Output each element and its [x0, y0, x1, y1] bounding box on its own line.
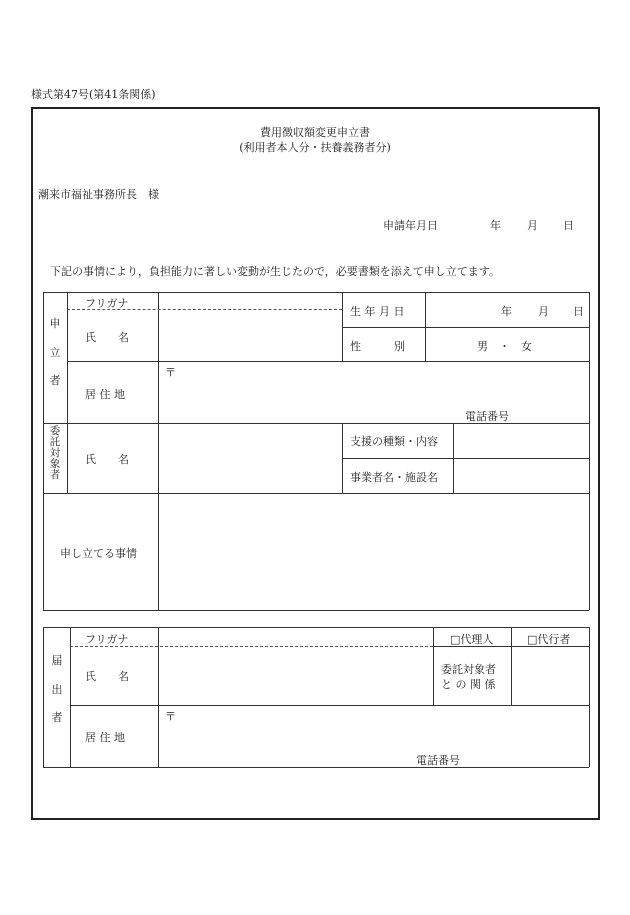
entrusted-section-label: 委 託 対 象 者: [49, 425, 61, 482]
provider-name-label: 事業者名・施設名: [350, 471, 438, 484]
notifier-address-label: 居 住 地: [85, 731, 125, 744]
form-title: 費用徴収額変更申立書: [260, 126, 370, 139]
table1-col-section: [67, 292, 68, 493]
agent-checkbox[interactable]: □代行者: [527, 633, 571, 646]
birth-day-label: 日: [573, 305, 584, 318]
relation-label-1: 委託対象者: [441, 663, 496, 676]
entrusted-name-label: 氏 名: [85, 453, 129, 466]
birth-sex-divider: [342, 327, 589, 328]
notifier-name-field[interactable]: [160, 648, 431, 703]
sex-options[interactable]: 男 ・ 女: [477, 340, 532, 353]
applicant-phone-field[interactable]: [520, 405, 587, 421]
table2-border-top: [43, 627, 589, 628]
form-number: 様式第47号(第41条関係): [31, 88, 156, 101]
reason-label: 申し立てる事情: [60, 547, 137, 560]
date-month-label: 月: [527, 219, 538, 232]
date-day-field[interactable]: [540, 212, 560, 232]
table1-border-left: [43, 292, 44, 610]
addressee: 潮来市福祉事務所長 様: [38, 188, 159, 201]
notifier-section-label: 届 出 者: [51, 654, 63, 725]
notifier-phone-field[interactable]: [470, 749, 587, 765]
notifier-furigana-field[interactable]: [160, 629, 431, 644]
notifier-address-field[interactable]: [178, 707, 587, 747]
table2-col-section: [70, 627, 71, 767]
applicant-name-label: 氏 名: [85, 331, 129, 344]
table2-col-mid-b: [511, 627, 512, 705]
table2-border-bottom: [43, 767, 589, 768]
table2-col-label: [158, 627, 159, 767]
table1-border-right: [589, 292, 590, 610]
entrusted-name-field[interactable]: [160, 425, 340, 491]
applicant-phone-label: 電話番号: [465, 410, 509, 423]
notifier-name-label: 氏 名: [85, 670, 129, 683]
birth-date-label: 生 年 月 日: [350, 305, 405, 318]
support-provider-divider: [342, 458, 589, 459]
birth-year-field[interactable]: [427, 294, 497, 324]
applicant-name-field[interactable]: [160, 311, 340, 359]
table2-border-right: [589, 627, 590, 767]
applicant-furigana-label: フリガナ: [85, 297, 129, 310]
date-day-label: 日: [563, 219, 574, 232]
table2-border-left: [43, 627, 44, 767]
reason-field[interactable]: [160, 495, 587, 608]
table1-border-top: [43, 292, 589, 293]
notifier-phone-label: 電話番号: [416, 754, 460, 767]
applicant-postal-mark: 〒: [165, 366, 176, 379]
support-type-field[interactable]: [455, 425, 587, 456]
proxy-checkbox[interactable]: □代理人: [450, 633, 494, 646]
statement: 下記の事情により，負担能力に著しい変動が生じたので，必要書類を添えて申し立てます。: [50, 265, 500, 278]
applicant-address-label: 居 住 地: [85, 388, 125, 401]
notifier-postal-mark: 〒: [165, 710, 176, 723]
birth-year-label: 年: [501, 305, 512, 318]
table2-col-mid-a: [433, 627, 434, 705]
relation-field[interactable]: [513, 648, 587, 703]
table1-border-bottom: [43, 610, 589, 611]
sex-label: 性 別: [350, 340, 405, 353]
support-type-label: 支援の種類・内容: [350, 435, 438, 448]
birth-month-label: 月: [538, 305, 549, 318]
date-month-field[interactable]: [503, 212, 525, 232]
applicant-address-field[interactable]: [178, 363, 587, 403]
date-label: 申請年月日: [383, 219, 438, 232]
name-address-divider: [67, 361, 589, 362]
entrusted-reason-divider: [43, 493, 589, 494]
notifier-name-address-divider: [70, 705, 589, 706]
notifier-furigana-label: フリガナ: [85, 633, 129, 646]
relation-label-2: と の 関 係: [441, 678, 496, 691]
date-year-field[interactable]: [445, 212, 485, 232]
table1-col-label: [158, 292, 159, 610]
provider-name-field[interactable]: [455, 460, 587, 491]
birth-day-field[interactable]: [551, 294, 571, 324]
date-year-label: 年: [490, 219, 501, 232]
form-subtitle: (利用者本人分・扶養義務者分): [239, 141, 391, 154]
applicant-section-label: 申 立 者: [49, 317, 61, 388]
birth-month-field[interactable]: [514, 294, 536, 324]
applicant-furigana-field[interactable]: [160, 294, 340, 308]
